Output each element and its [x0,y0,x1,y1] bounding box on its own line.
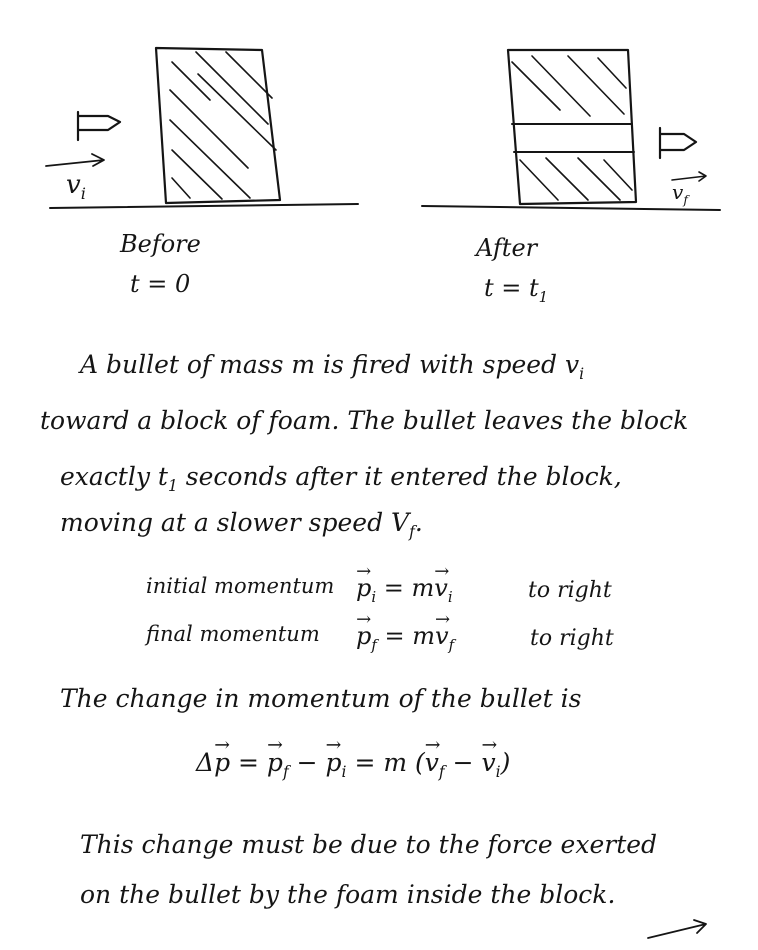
problem-line-2: toward a block of foam. The bullet leaves the block [40,406,689,435]
problem-line-4: moving at a slower speed $V_f$. [60,508,423,541]
after-bullet [660,128,696,158]
after-time: $t = t_1$ [484,274,549,306]
problem-line-3: exactly $t_1$ seconds after it entered the block, [60,462,622,495]
final-momentum-label: final momentum [146,622,320,646]
after-caption: After [476,234,538,262]
conclusion-line-2: on the bullet by the foam inside the block. [80,880,616,909]
before-ground-line [50,204,358,208]
before-bullet [78,112,120,140]
problem-line-1: A bullet of mass m is fired with speed $v_i$ [80,350,585,383]
before-velocity-arrow [46,154,104,166]
before-after-diagram [0,0,758,330]
conclusion-line-1: This change must be due to the force exerted [80,830,658,859]
delta-p-equation: Δ→ p = → $p_f$ − → $p_i = m$ (→ $v_f$ − → $v_i$) [196,748,510,781]
next-page-arrow [640,910,720,946]
after-speed-label: $v_f$ [672,180,688,207]
before-block-hatching [170,52,276,199]
after-foam-block [508,50,636,204]
initial-momentum-equation: → $p_i = m\to v_i$ [356,574,453,606]
initial-direction: to right [528,578,612,603]
after-tunnel-lines [512,124,634,152]
after-block-hatching [512,56,632,200]
before-speed-label: $v_i$ [66,170,86,204]
final-direction: to right [530,626,614,651]
before-time: t = 0 [130,270,191,298]
change-sentence: The change in momentum of the bullet is [60,684,582,713]
initial-momentum-label: initial momentum [146,574,335,598]
before-caption: Before [120,230,201,258]
final-momentum-equation: → $p_f = m\to v_f$ [356,622,454,654]
